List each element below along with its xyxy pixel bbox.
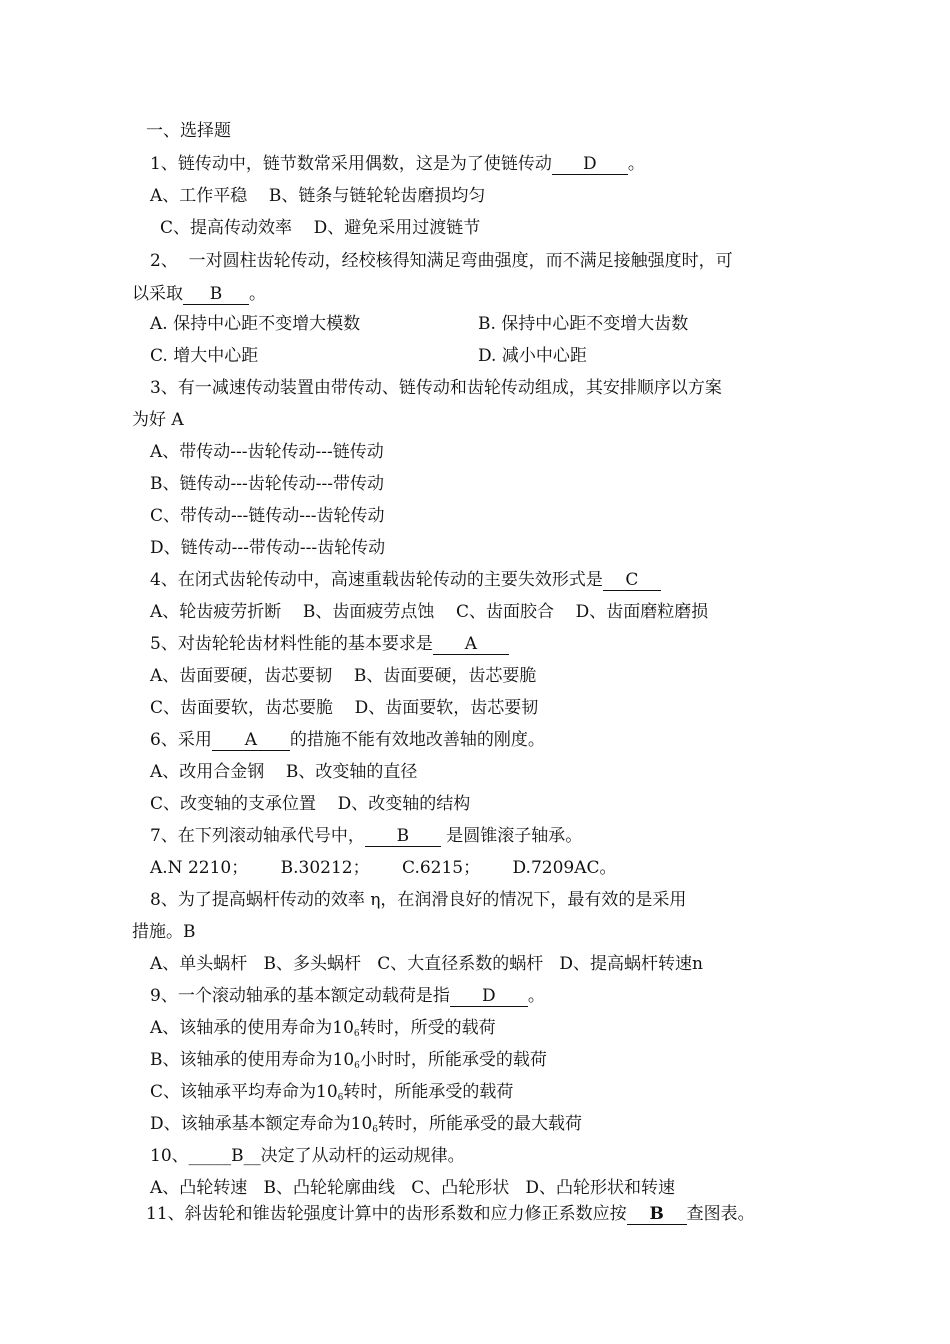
question-6-options-row1: A、改用合金钢 B、改变轴的直径 bbox=[150, 762, 418, 782]
question-7-prefix: 7、在下列滚动轴承代号中， bbox=[150, 826, 365, 846]
question-2-end: 。 bbox=[249, 284, 266, 304]
question-3-line1: 3、有一减速传动装置由带传动、链传动和齿轮传动组成，其安排顺序以方案 bbox=[150, 378, 722, 398]
question-5-options-row2: C、齿面要软，齿芯要脆 D、齿面要软，齿芯要韧 bbox=[150, 698, 539, 718]
power-exponent: 6 bbox=[353, 1029, 360, 1039]
question-1 bbox=[150, 153, 645, 175]
answer-blank-4: C bbox=[603, 570, 661, 591]
question-1-options-row1: A、工作平稳 B、链条与链轮轮齿磨损均匀 bbox=[150, 186, 486, 206]
question-9-option-b bbox=[150, 1049, 547, 1074]
question-6-options-row2: C、改变轴的支承位置 D、改变轴的结构 bbox=[150, 794, 471, 814]
question-4 bbox=[150, 569, 661, 591]
question-9-option-c-post: 转时，所能承受的载荷 bbox=[343, 1082, 514, 1102]
question-8-line1: 8、为了提高蜗杆传动的效率 η，在润滑良好的情况下，最有效的是采用 bbox=[150, 890, 687, 910]
question-2-option-c: C. 增大中心距 bbox=[150, 346, 259, 366]
section-title: 一、选择题 bbox=[146, 121, 231, 141]
question-3-option-b: B、链传动---齿轮传动---带传动 bbox=[150, 474, 384, 494]
answer-blank-7: B bbox=[365, 826, 441, 847]
question-9-end: 。 bbox=[527, 986, 545, 1006]
answer-blank-6: A bbox=[212, 730, 290, 751]
question-10: 10、_____B__决定了从动杆的运动规律。 bbox=[150, 1146, 465, 1166]
question-7 bbox=[150, 825, 582, 847]
question-3-option-a: A、带传动---齿轮传动---链传动 bbox=[150, 442, 384, 462]
question-2-line1: 2、 一对圆柱齿轮传动，经校核得知满足弯曲强度，而不满足接触强度时，可 bbox=[150, 251, 733, 271]
question-6-suffix: 的措施不能有效地改善轴的刚度。 bbox=[289, 730, 545, 750]
question-7-options: A.N 2210； B.30212； C.6215； D.7209AC。 bbox=[150, 858, 617, 878]
question-5 bbox=[150, 633, 509, 655]
power-exponent: 6 bbox=[372, 1125, 379, 1135]
answer-blank-1: D bbox=[552, 154, 628, 175]
question-1-stem: 1、链传动中，链节数常采用偶数，这是为了使链传动 bbox=[150, 154, 552, 174]
power-base: 10 bbox=[332, 1018, 354, 1038]
question-9-option-b-post: 小时时，所能承受的载荷 bbox=[359, 1050, 547, 1070]
question-9-option-d-pre: D、该轴承基本额定寿命为 bbox=[150, 1114, 351, 1134]
question-4-options: A、轮齿疲劳折断 B、齿面疲劳点蚀 C、齿面胶合 D、齿面磨粒磨损 bbox=[150, 602, 709, 622]
question-2-line2 bbox=[132, 283, 266, 305]
question-11 bbox=[146, 1203, 755, 1225]
question-9-option-a-post: 转时，所受的载荷 bbox=[359, 1018, 496, 1038]
question-9-option-b-pre: B、该轴承的使用寿命为 bbox=[150, 1050, 333, 1070]
power-base: 10 bbox=[316, 1082, 338, 1102]
power-base: 10 bbox=[332, 1050, 355, 1070]
question-6 bbox=[150, 729, 545, 751]
question-10-options: A、凸轮转速 B、凸轮轮廓曲线 C、凸轮形状 D、凸轮形状和转速 bbox=[150, 1178, 676, 1198]
question-9-option-d-post: 转时，所能承受的最大载荷 bbox=[378, 1114, 583, 1134]
question-2-prefix: 以采取 bbox=[132, 284, 183, 304]
question-2-option-a: A. 保持中心距不变增大模数 bbox=[150, 314, 361, 334]
power-base: 10 bbox=[350, 1114, 373, 1134]
answer-blank-5: A bbox=[433, 634, 509, 655]
question-11-suffix: 查图表。 bbox=[686, 1204, 755, 1224]
question-3-line2: 为好 A bbox=[132, 410, 184, 430]
answer-blank-9: D bbox=[450, 986, 528, 1007]
question-3-option-d: D、链传动---带传动---齿轮传动 bbox=[150, 538, 386, 558]
question-9-option-a-pre: A、该轴承的使用寿命为 bbox=[150, 1018, 333, 1038]
question-1-options-row2: C、提高传动效率 D、避免采用过渡链节 bbox=[160, 218, 481, 238]
question-8-options: A、单头蜗杆 B、多头蜗杆 C、大直径系数的蜗杆 D、提高蜗杆转速n bbox=[150, 954, 703, 974]
question-4-stem: 4、在闭式齿轮传动中，高速重载齿轮传动的主要失效形式是 bbox=[150, 570, 603, 590]
question-5-options-row1: A、齿面要硬，齿芯要韧 B、齿面要硬，齿芯要脆 bbox=[150, 666, 537, 686]
question-1-end: 。 bbox=[627, 154, 645, 174]
question-5-stem: 5、对齿轮轮齿材料性能的基本要求是 bbox=[150, 634, 433, 654]
question-2-option-d: D. 减小中心距 bbox=[478, 346, 587, 366]
question-11-prefix: 11、斜齿轮和锥齿轮强度计算中的齿形系数和应力修正系数应按 bbox=[146, 1204, 627, 1224]
answer-blank-11: B bbox=[627, 1204, 687, 1225]
question-8-line2: 措施。B bbox=[132, 922, 196, 942]
question-9-option-c-pre: C、该轴承平均寿命为 bbox=[150, 1082, 317, 1102]
question-9-option-d bbox=[150, 1113, 582, 1138]
question-6-prefix: 6、采用 bbox=[150, 730, 212, 750]
answer-blank-2: B bbox=[183, 284, 249, 305]
power-exponent: 6 bbox=[337, 1093, 344, 1103]
question-7-suffix: 是圆锥滚子轴承。 bbox=[440, 826, 583, 846]
question-9 bbox=[150, 985, 545, 1007]
question-9-stem: 9、一个滚动轴承的基本额定动载荷是指 bbox=[150, 986, 450, 1006]
power-exponent: 6 bbox=[354, 1061, 360, 1071]
question-9-option-c bbox=[150, 1081, 513, 1106]
question-9-option-a bbox=[150, 1017, 496, 1042]
question-3-option-c: C、带传动---链传动---齿轮传动 bbox=[150, 506, 385, 526]
question-2-option-b: B. 保持中心距不变增大齿数 bbox=[478, 314, 689, 334]
